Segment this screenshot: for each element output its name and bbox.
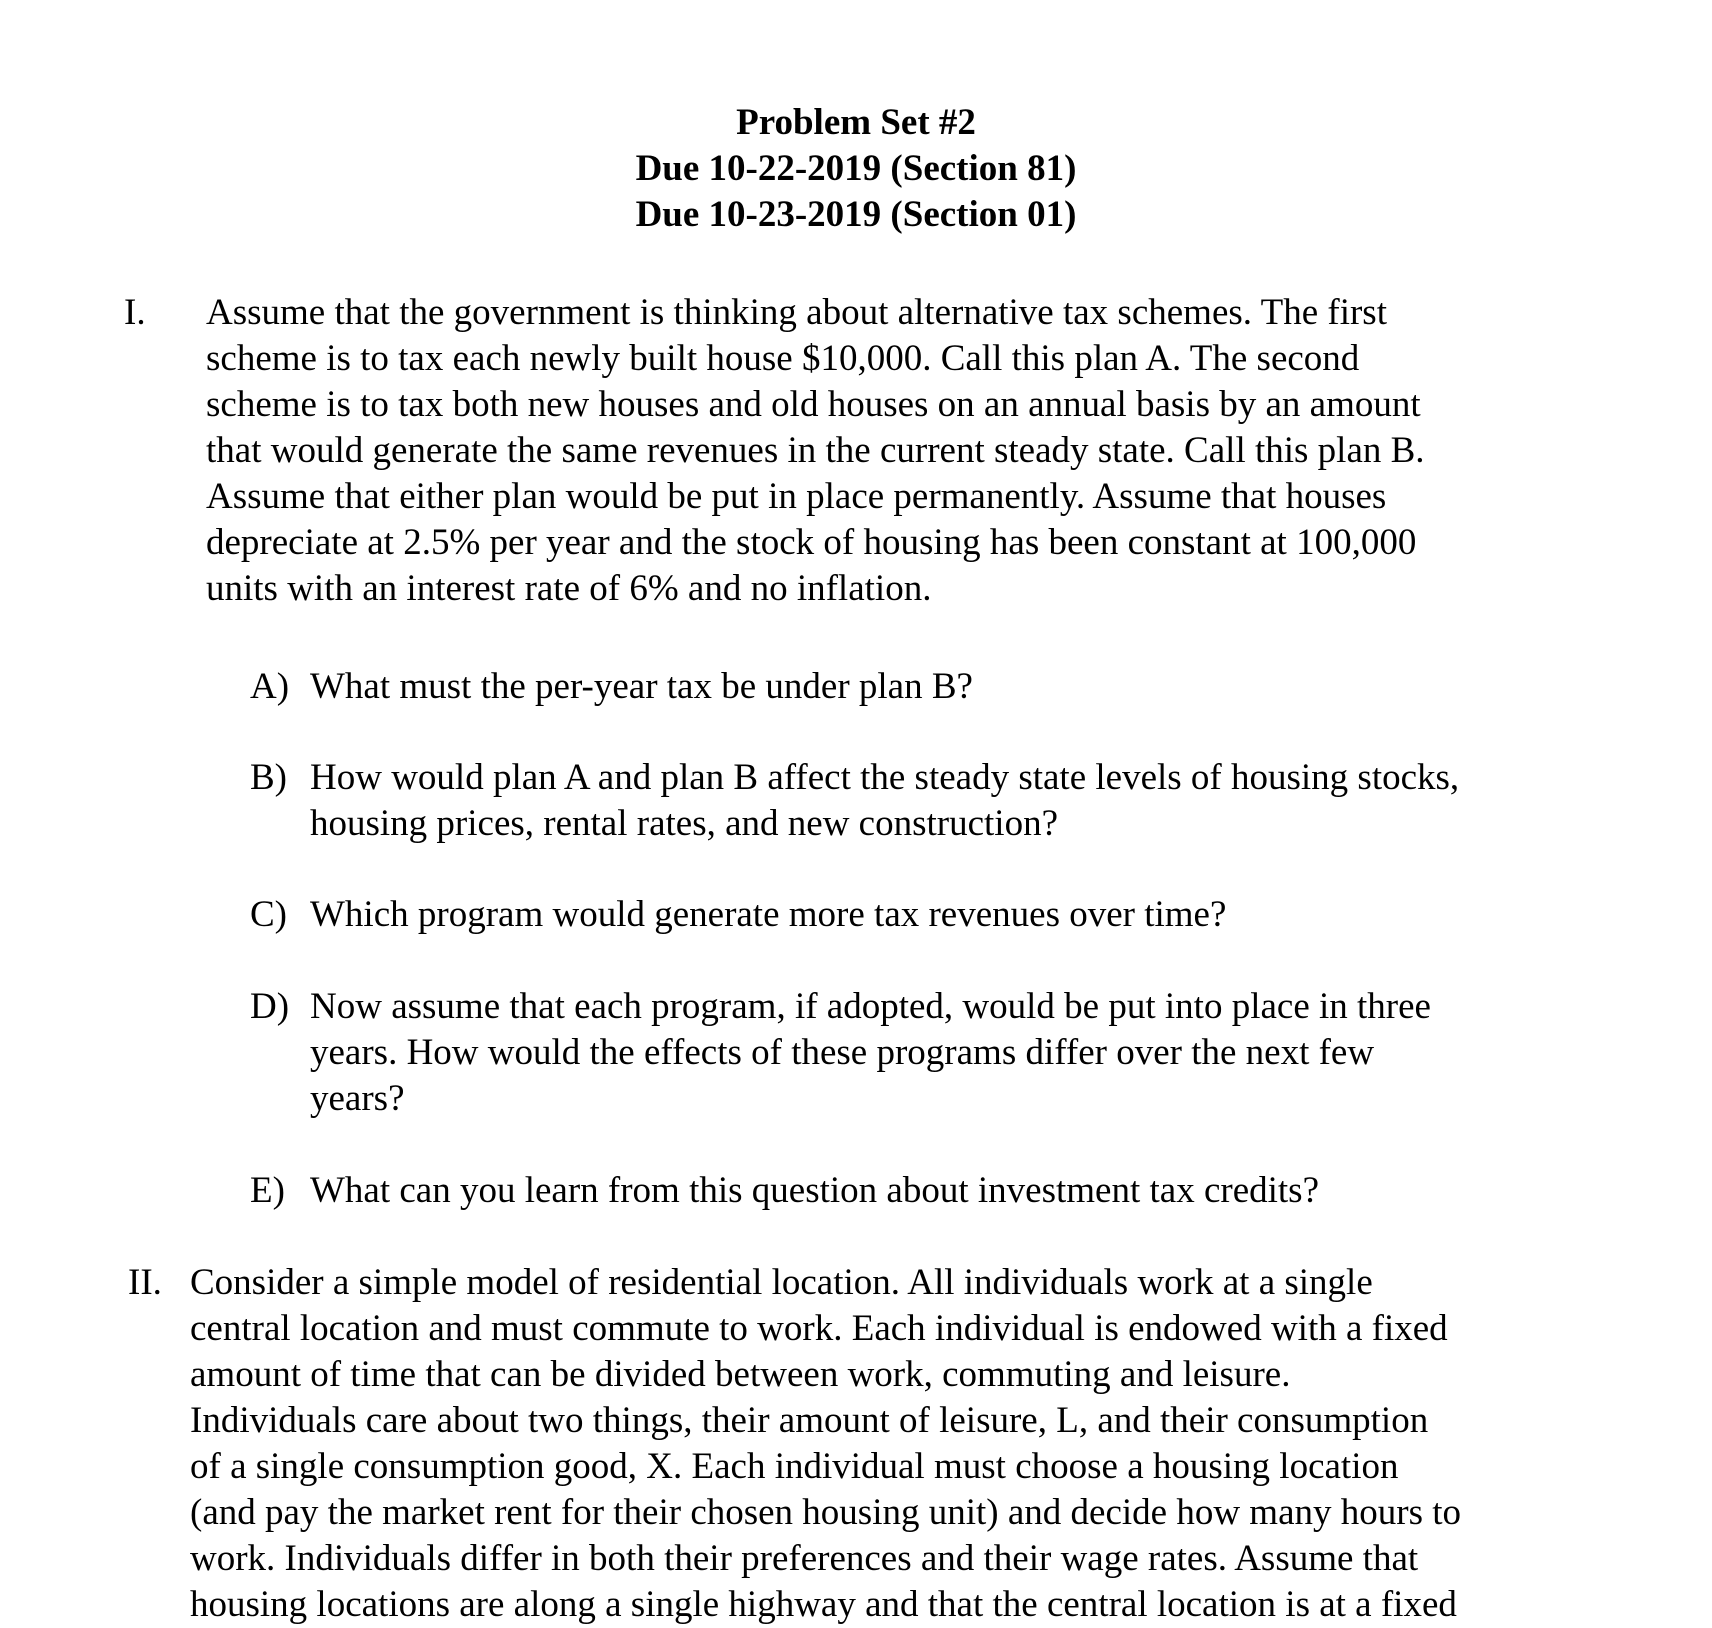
text-line: How would plan A and plan B affect the steady state levels of housing stocks, <box>310 757 1460 798</box>
text-line: What can you learn from this question about investment tax credits? <box>310 1170 1319 1211</box>
question-label: E) <box>250 1170 285 1211</box>
section-number: II. <box>128 1262 162 1303</box>
text-line: work. Individuals differ in both their preferences and their wage rates. Assume that <box>190 1538 1419 1579</box>
text-line: units with an interest rate of 6% and no inflation. <box>206 568 932 609</box>
text-line: scheme is to tax each newly built house $10,000. Call this plan A. The second <box>206 338 1360 379</box>
text-line: scheme is to tax both new houses and old houses on an annual basis by an amount <box>206 384 1421 425</box>
question-text <box>310 1168 1319 1214</box>
section-text <box>190 1260 1461 1628</box>
question-text <box>310 664 973 710</box>
text-line: Which program would generate more tax revenues over time? <box>310 894 1227 935</box>
document-header <box>0 100 1712 238</box>
text-line: What must the per-year tax be under plan B? <box>310 666 973 707</box>
text-line: (and pay the market rent for their chosen housing unit) and decide how many hours to <box>190 1492 1462 1533</box>
text-line: of a single consumption good, X. Each individual must choose a housing location <box>190 1446 1399 1487</box>
question-text <box>310 892 1226 938</box>
text-line: Now assume that each program, if adopted, would be put into place in three <box>310 986 1431 1027</box>
section-text <box>206 290 1425 612</box>
text-line: Assume that either plan would be put in place permanently. Assume that houses <box>206 476 1387 517</box>
text-line: Consider a simple model of residential location. All individuals work at a single <box>190 1262 1373 1303</box>
due-date-section-01: Due 10-23-2019 (Section 01) <box>635 194 1077 235</box>
text-line: years. How would the effects of these programs differ over the next few <box>310 1032 1375 1073</box>
section-number: I. <box>124 292 146 333</box>
text-line: that would generate the same revenues in the current steady state. Call this plan B. <box>206 430 1425 471</box>
text-line: Assume that the government is thinking about alternative tax schemes. The first <box>206 292 1387 333</box>
document-title: Problem Set #2 <box>736 102 976 143</box>
question-text <box>310 984 1431 1122</box>
text-line: housing prices, rental rates, and new construction? <box>310 803 1058 844</box>
text-line: housing locations are along a single highway and that the central location is at a fixed <box>190 1584 1457 1625</box>
question-text <box>310 755 1459 847</box>
text-line: Individuals care about two things, their amount of leisure, L, and their consumption <box>190 1400 1429 1441</box>
question-label: A) <box>250 666 290 707</box>
question-label: D) <box>250 986 290 1027</box>
text-line: amount of time that can be divided between work, commuting and leisure. <box>190 1354 1291 1395</box>
question-label: B) <box>250 757 287 798</box>
question-label: C) <box>250 894 287 935</box>
text-line: years? <box>310 1078 405 1119</box>
text-line: depreciate at 2.5% per year and the stock of housing has been constant at 100,000 <box>206 522 1417 563</box>
due-date-section-81: Due 10-22-2019 (Section 81) <box>635 148 1077 189</box>
text-line: central location and must commute to work. Each individual is endowed with a fixed <box>190 1308 1448 1349</box>
